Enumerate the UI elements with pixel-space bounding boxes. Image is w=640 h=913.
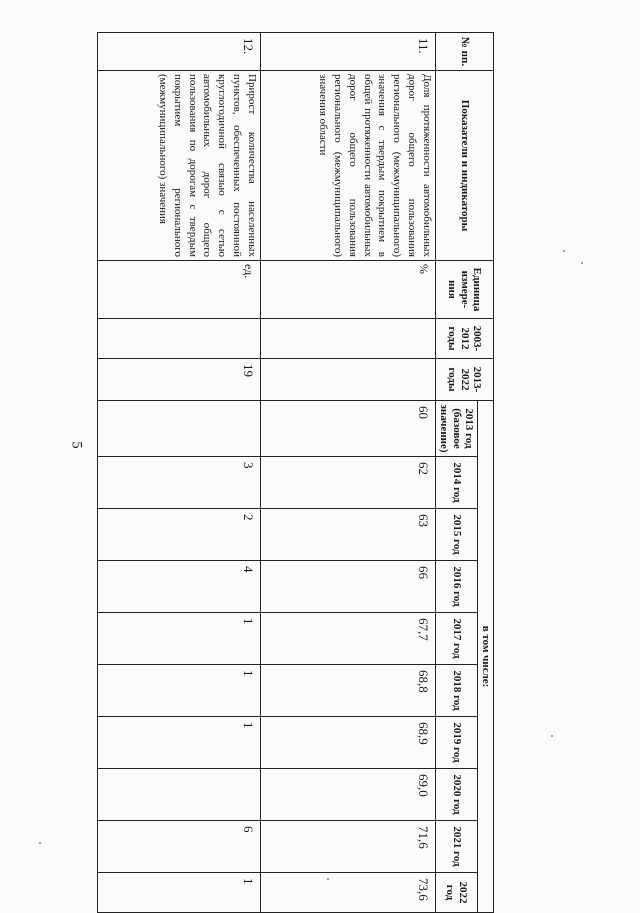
header-year: 2013 год (базовое значение) (436, 401, 478, 457)
year-value: 68,9 (261, 717, 436, 769)
year-value: 3 (98, 457, 261, 509)
year-value: 62 (261, 457, 436, 509)
header-year: 2022 год (436, 873, 478, 913)
year-value (98, 769, 261, 821)
year-value: 73,6 (261, 873, 436, 913)
header-year: 2017 год (436, 613, 478, 665)
indicators-table (97, 32, 494, 913)
header-year: 2019 год (436, 717, 478, 769)
row-number: 12. (98, 33, 261, 71)
row-number: 11. (261, 33, 436, 71)
year-value: 63 (261, 509, 436, 561)
table-row (98, 33, 261, 913)
scan-speck (563, 250, 565, 252)
year-value: 1 (98, 613, 261, 665)
year-value: 1 (98, 717, 261, 769)
unit-cell: ед. (98, 261, 261, 319)
indicator-text: Прирост количества населенных пунктов, обеспеченных постоянной круглогодичной связью с сетью автомобильных дорог общего пользования по дорогам с твердым покрытием регионального (межмуниципального) значения (98, 71, 261, 261)
page-number: 5 (68, 441, 85, 449)
header-indicator: Показатели и индикаторы (436, 71, 494, 261)
period-value (98, 319, 261, 359)
year-value (98, 401, 261, 457)
year-value: 6 (98, 821, 261, 873)
header-unit: Единица измере-ния (436, 261, 494, 319)
year-value: 4 (98, 561, 261, 613)
scan-speck (327, 878, 329, 880)
header-year: 2016 год (436, 561, 478, 613)
period-value (261, 319, 436, 359)
header-year: 2015 год (436, 509, 478, 561)
year-value: 2 (98, 509, 261, 561)
scan-speck (551, 735, 553, 737)
year-value: 69,0 (261, 769, 436, 821)
year-value: 60 (261, 401, 436, 457)
period-value: 19 (98, 359, 261, 401)
header-no: № пп. (436, 33, 494, 71)
header-year: 2021 год (436, 821, 478, 873)
header-year: 2020 год (436, 769, 478, 821)
header-period-2003-2012: 2003-2012 годы (436, 319, 494, 359)
header-period-2013-2022: 2013-2022 годы (436, 359, 494, 401)
year-value: 1 (98, 873, 261, 913)
header-year: 2014 год (436, 457, 478, 509)
year-value: 71,6 (261, 821, 436, 873)
year-value: 1 (98, 665, 261, 717)
header-year: 2018 год (436, 665, 478, 717)
header-including: в том числе: (478, 401, 494, 913)
year-value: 67,7 (261, 613, 436, 665)
year-value: 66 (261, 561, 436, 613)
table-row (261, 33, 436, 913)
unit-cell: % (261, 261, 436, 319)
indicator-text: Доля протяженности автомобильных дорог общего пользования регионального (межмуниципального) значения с твердым покрытием в общей протяженности автомобильных дорог общего пользования регионального (межмуниципального) значения области (261, 71, 436, 261)
scan-speck (39, 842, 41, 844)
period-value (261, 359, 436, 401)
year-value: 68,8 (261, 665, 436, 717)
indicators-table-rotated (98, 32, 494, 904)
scan-speck (581, 262, 583, 264)
